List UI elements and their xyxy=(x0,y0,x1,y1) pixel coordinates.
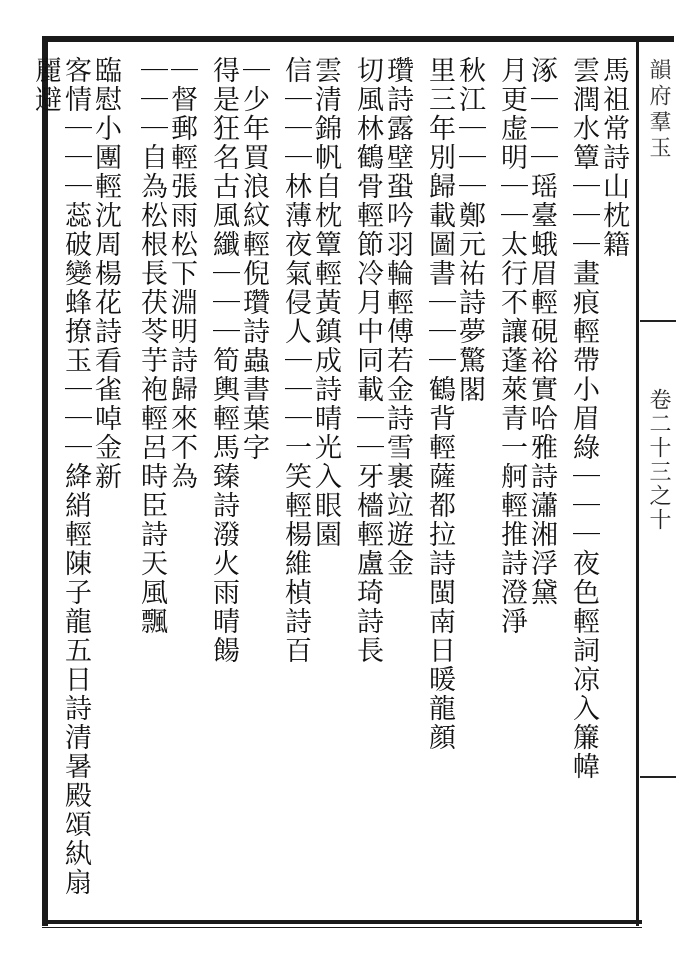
text-line: 秋江｜｜｜鄭元祐詩夢驚閣 xyxy=(454,56,485,404)
text-line: 涿｜｜｜瑶臺蛾眉輕硯裕實哈雅詩瀟湘浮黛 xyxy=(526,56,557,607)
text-column-6 xyxy=(208,56,268,916)
text-column-5 xyxy=(280,56,340,916)
text-line: ｜督郵輕張雨松下淵明詩歸來不為 xyxy=(166,56,197,491)
text-line: ｜｜｜自為松根長茯苓芋袍輕呂時臣詩天風飄 xyxy=(136,56,167,636)
bottom-border-inner xyxy=(42,927,642,928)
text-line: 臨慰小團輕沈周楊花詩看雀啅金新 xyxy=(90,56,121,491)
bottom-border xyxy=(42,920,642,924)
margin-title: 卷二十三之十 xyxy=(646,388,671,532)
text-line: 月更虚明｜｜太行不讓蓬萊青一舸輕推詩澄淨 xyxy=(496,56,527,636)
text-column-2 xyxy=(496,56,556,916)
text-line: 瓚詩露壁蛩吟羽輪輕傅若金詩雪裹竝遊金 xyxy=(382,56,413,578)
margin-header: 韻府羣玉 xyxy=(646,58,671,162)
text-line: 馬祖常詩山枕籍 xyxy=(598,56,629,259)
text-line: 信｜｜｜林薄夜氣侵人｜｜｜一笑輕楊維楨詩百 xyxy=(280,56,311,665)
right-border xyxy=(636,36,639,926)
text-line: 雲潤水簟｜｜｜畫痕輕帶小眉綠｜｜｜夜色輕詞凉入簾幃 xyxy=(568,56,599,781)
text-line: 切風林鶴骨輕節冷月中同載｜｜牙檣輕盧琦詩長 xyxy=(352,56,383,665)
text-column-1 xyxy=(568,56,628,916)
text-line: 客情｜｜｜蕊破變蜂撩玉｜｜｜絳綃輕陳子龍五日詩清暑殿頌紈扇麗避 xyxy=(30,56,91,897)
text-column-7 xyxy=(136,56,196,916)
margin-divider-lower xyxy=(640,776,676,778)
text-column-8 xyxy=(30,56,121,916)
text-line: 雲清錦帆自枕簟輕黃鎮成詩晴光入眼園 xyxy=(310,56,341,549)
text-column-3 xyxy=(424,56,484,916)
text-line: 得是狂名古風纖｜｜｜筍輿輕馬臻詩潑火雨晴餳 xyxy=(208,56,239,665)
text-line: ｜少年買浪紋輕倪瓚詩蟲書葉字 xyxy=(238,56,269,462)
text-column-4 xyxy=(352,56,412,916)
top-border xyxy=(42,36,674,42)
text-line: 里三年別歸載圖書｜｜｜鶴背輕薩都拉詩閩南日暖龍顔 xyxy=(424,56,455,752)
margin-divider xyxy=(640,320,676,322)
